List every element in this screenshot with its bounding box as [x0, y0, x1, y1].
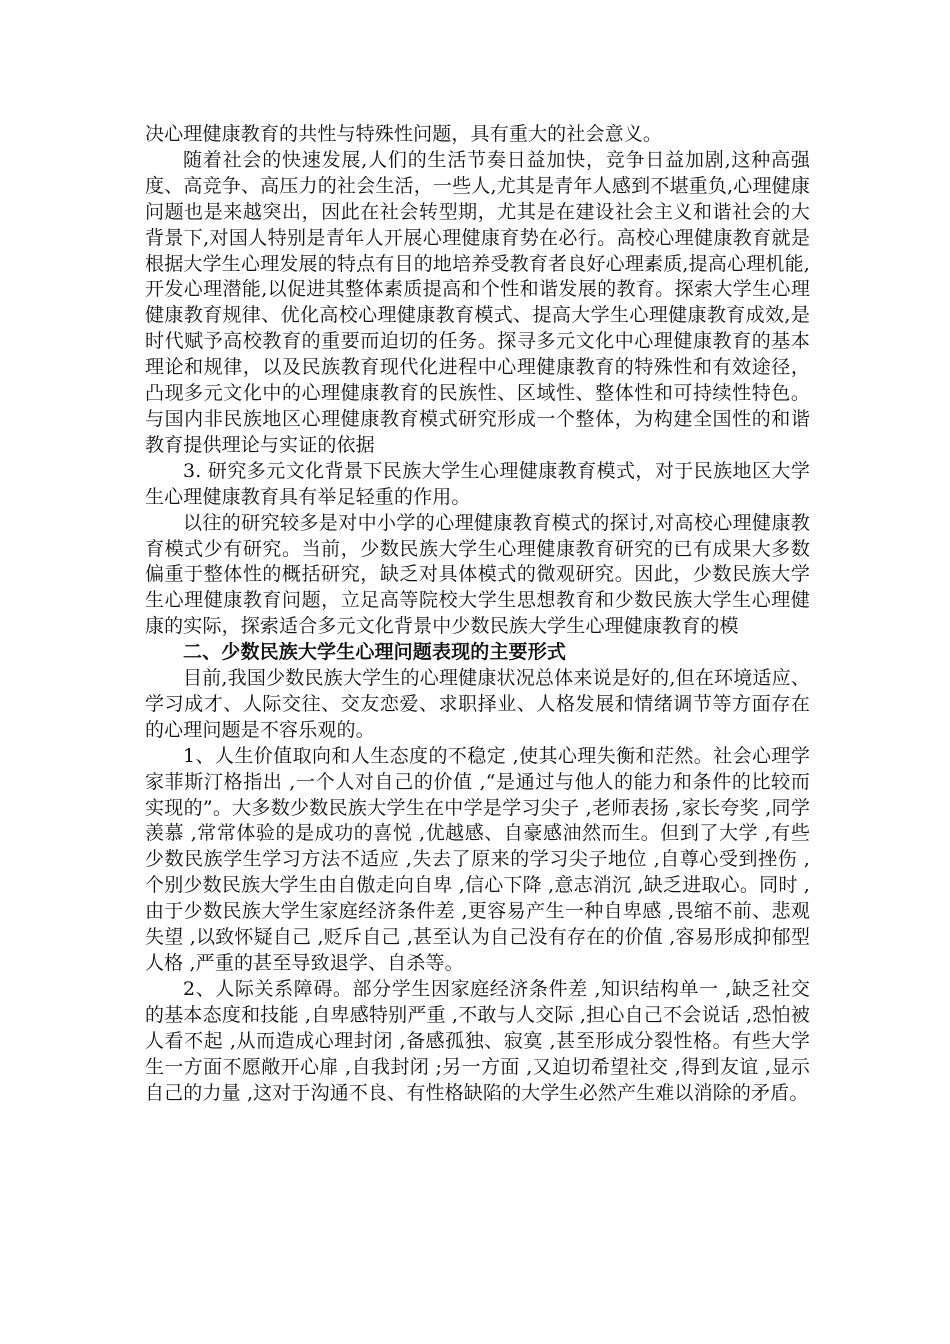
paragraph-current-status: 目前,我国少数民族大学生的心理健康状况总体来说是好的,但在环境适应、学习成才、人际交往、交友恋爱、求职择业、人格发展和情绪调节等方面存在的心理问题是不容乐观的。 — [145, 667, 810, 741]
paragraph-previous-research: 以往的研究较多是对中小学的心理健康教育模式的探讨,对高校心理健康教育模式少有研究。当前，少数民族大学生心理健康教育研究的已有成果大多数偏重于整体性的概括研究，缺乏对具体模式的微观研究。因此，少数民族大学生心理健康教育问题，立足高等院校大学生思想教育和少数民族大学生心理健康的实际，探索适合多元文化背景中少数民族大学生心理健康教育的模 — [145, 511, 810, 638]
paragraph-continuation: 决心理健康教育的共性与特殊性问题，具有重大的社会意义。 — [145, 123, 663, 145]
section-heading: 二、少数民族大学生心理问题表现的主要形式 — [183, 641, 567, 664]
paragraph-item-2: 2、人际关系障碍。部分学生因家庭经济条件差 ,知识结构单一 ,缺乏社交的基本态度和技能 ,自卑感特别严重 ,不敢与人交际 ,担心自己不会说话 ,恐怕被人看不起 ,从而造成心理封闭 ,备感孤独、寂寞 ,甚至形成分裂性格。有些大学生一方面不愿敞开心扉 ,自我封闭 ;另一方面 ,又迫切希望社交 ,得到友谊 ,显示自己的力量 ,这对于沟通不良、有性格缺陷的大学生必然产生难以消除的矛盾。 — [145, 977, 810, 1104]
paragraph-social-background: 随着社会的快速发展,人们的生活节奏日益加快，竞争日益加剧,这种高强度、高竞争、高压力的社会生活，一些人,尤其是青年人感到不堪重负,心理健康问题也是来越突出，因此在社会转型期，尤其是在建设社会主义和谐社会的大背景下,对国人特别是青年人开展心理健康育势在必行。高校心理健康教育就是根据大学生心理发展的特点有目的地培养受教育者良好心理素质,提高心理机能,开发心理潜能,以促进其整体素质提高和个性和谐发展的教育。探索大学生心理健康教育规律、优化高校心理健康教育模式、提高大学生心理健康教育成效,是时代赋予高校教育的重要而迫切的任务。探寻多元文化中心理健康教育的基本理论和规律，以及民族教育现代化进程中心理健康教育的特殊性和有效途径，凸现多元文化中的心理健康教育的民族性、区域性、整体性和可持续性特色。与国内非民族地区心理健康教育模式研究形成一个整体，为构建全国性的和谐教育提供理论与实证的依据 — [145, 148, 810, 456]
paragraph-item-1: 1、人生价值取向和人生态度的不稳定 ,使其心理失衡和茫然。社会心理学家菲斯汀格指出 ,一个人对自己的价值 ,“是通过与他人的能力和条件的比较而实现的”。大多数少数民族大学生在中学是学习尖子 ,老师表扬 ,家长夸奖 ,同学羡慕 ,常常体验的是成功的喜悦 ,优越感、自豪感油然而生。但到了大学 ,有些少数民族学生学习方法不适应 ,失去了原来的学习尖子地位 ,自尊心受到挫伤 ,个别少数民族大学生由自傲走向自卑 ,信心下降 ,意志消沉 ,缺乏进取心。同时 ,由于少数民族大学生家庭经济条件差 ,更容易产生一种自卑感 ,畏缩不前、悲观失望 ,以致怀疑自己 ,贬斥自己 ,甚至认为自己没有存在的价值 ,容易形成抑郁型人格 ,严重的甚至导致退学、自杀等。 — [145, 744, 810, 974]
document-body — [145, 122, 810, 1106]
paragraph-point-3: 3. 研究多元文化背景下民族大学生心理健康教育模式，对于民族地区大学生心理健康教育具有举足轻重的作用。 — [145, 459, 810, 508]
